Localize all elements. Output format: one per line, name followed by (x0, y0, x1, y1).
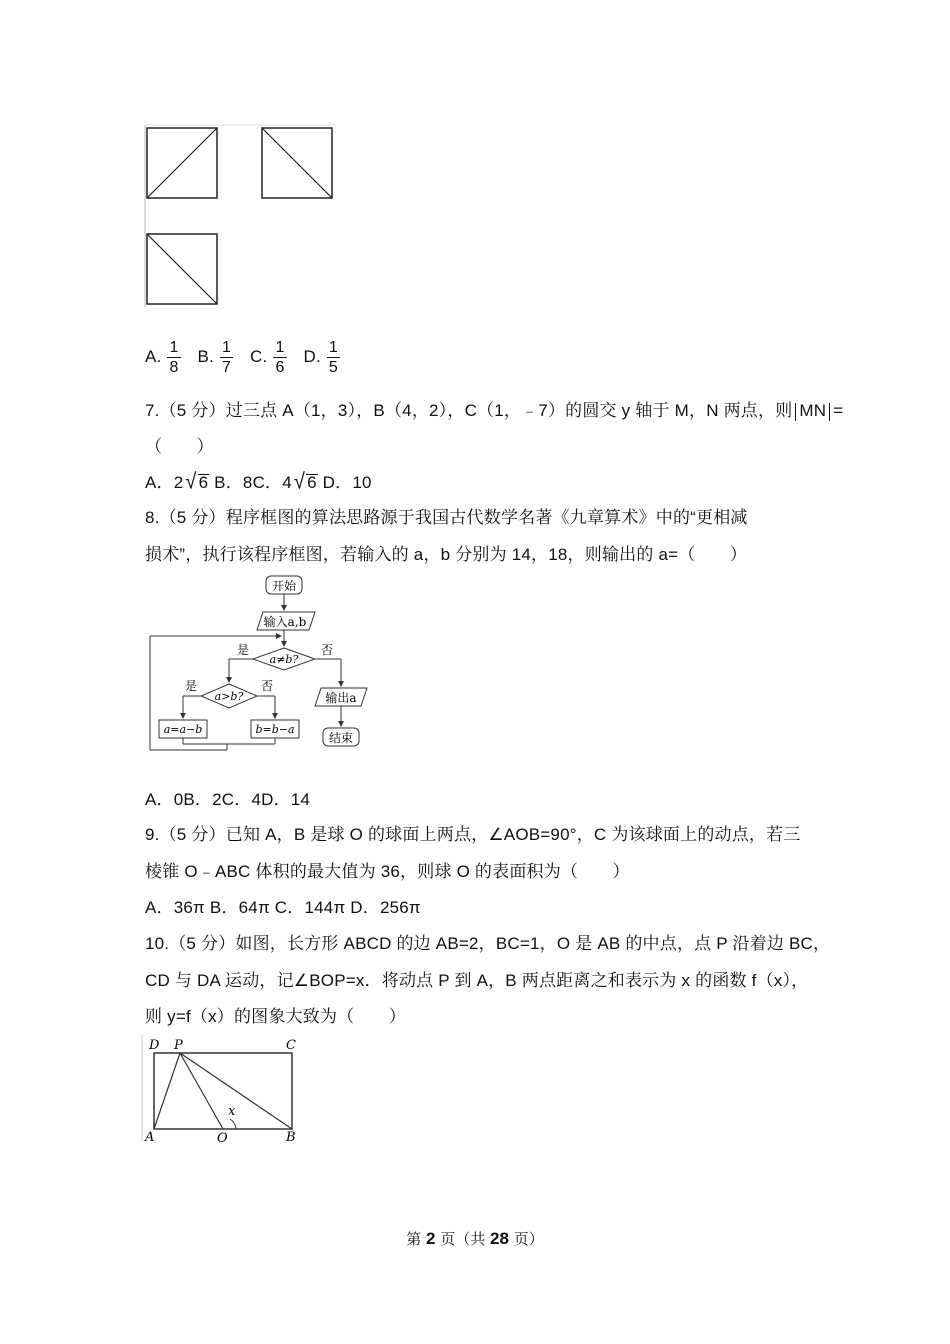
flow-input-label: 输入a,b (263, 615, 307, 629)
total-pages: 28 (490, 1229, 509, 1248)
q8-stem-line1: 8.（5 分）程序框图的算法思路源于我国古代数学名著《九章算术》中的“更相减 (145, 508, 748, 527)
label-o: O (217, 1131, 228, 1146)
q6-option-b[interactable]: B. $\frac{1}{7}$ (197, 339, 232, 376)
label-d: D (149, 1038, 160, 1053)
label-b: B (286, 1130, 296, 1145)
angle-x-arc (230, 1119, 236, 1129)
page-number: 2 (426, 1229, 436, 1248)
view-diagonal-2 (262, 128, 332, 198)
radical-sign-icon: √ (293, 469, 306, 495)
flow-no2-label: 否 (261, 679, 274, 693)
flow-yes1-label: 是 (237, 643, 250, 657)
flow-assign-a-label: a=a−b (163, 723, 203, 736)
view-diagonal-1 (147, 128, 217, 198)
flow-output-label: 输出a (325, 691, 357, 705)
abs-bar-right (829, 403, 830, 421)
view-diagonal-3 (147, 234, 217, 304)
radical-sign-icon: √ (185, 469, 197, 495)
flow-cond1-label: a≠b? (269, 653, 299, 666)
flow-start-label: 开始 (271, 579, 297, 593)
q9-stem-line1: 9.（5 分）已知 A，B 是球 O 的球面上两点，∠AOB=90°，C 为该球面上的动点，若三 (145, 825, 801, 844)
fraction: $\frac{1}{7}$ (221, 339, 232, 376)
segment-po (180, 1053, 223, 1129)
segment-pa (154, 1053, 180, 1129)
q6-option-d[interactable]: D. $\frac{1}{5}$ (303, 339, 338, 376)
q6-options (145, 338, 346, 377)
flow-no1-label: 否 (321, 643, 334, 657)
q6-option-a[interactable]: A. $\frac{1}{8}$ (145, 339, 179, 376)
q9-options: A．36π B．64π C．144π D．256π (145, 898, 421, 917)
flow-cond2-label: a>b? (214, 690, 244, 703)
abs-bar-left (795, 403, 796, 421)
q7-stem-line2: （ ） (145, 437, 214, 456)
rectangle-abcd (154, 1053, 292, 1129)
q8-flowchart (145, 572, 380, 757)
q8-options: A．0B．2C．4D．14 (145, 790, 311, 809)
q8-stem-line2: 损术”，执行该程序框图，若输入的 a，b 分别为 14，18，则输出的 a=（ ） (145, 545, 748, 564)
segment-pb (180, 1053, 292, 1129)
q10-stem-line3: 则 y=f（x）的图象大致为（ ） (145, 1007, 406, 1026)
fraction: $\frac{1}{5}$ (328, 339, 338, 376)
flow-assign-b-label: b=b−a (255, 723, 295, 736)
page-footer: 第 2 页（共 28 页） (406, 1229, 544, 1248)
q7-options: A．2 √ 6 B．8C．4 √ 6 D．10 (145, 469, 372, 495)
q6-three-view-figure (140, 122, 340, 312)
q9-stem-line2: 棱锥 O﹣ABC 体积的最大值为 36，则球 O 的表面积为（ ） (145, 862, 630, 881)
fraction: $\frac{1}{6}$ (275, 339, 285, 376)
flow-end-label: 结束 (328, 731, 354, 745)
fraction: $\frac{1}{8}$ (169, 339, 179, 376)
q10-rectangle-figure (140, 1033, 310, 1148)
q10-stem-line1: 10.（5 分）如图，长方形 ABCD 的边 AB=2，BC=1，O 是 AB 的中点，点 P 沿着边 BC， (145, 934, 831, 953)
flow-yes2-label: 是 (185, 679, 198, 693)
q7-stem-line1: 7.（5 分）过三点 A（1，3），B（4，2），C（1，﹣7）的圆交 y 轴于 M，N 两点，则 MN = (145, 401, 844, 420)
label-x: x (228, 1104, 236, 1119)
label-a: A (145, 1130, 155, 1145)
q10-stem-line2: CD 与 DA 运动，记∠BOP=x．将动点 P 到 A，B 两点距离之和表示为 x 的函数 f（x）， (145, 971, 809, 990)
label-p: P (174, 1038, 183, 1053)
label-c: C (286, 1038, 296, 1053)
q6-option-c[interactable]: C. $\frac{1}{6}$ (250, 339, 285, 376)
